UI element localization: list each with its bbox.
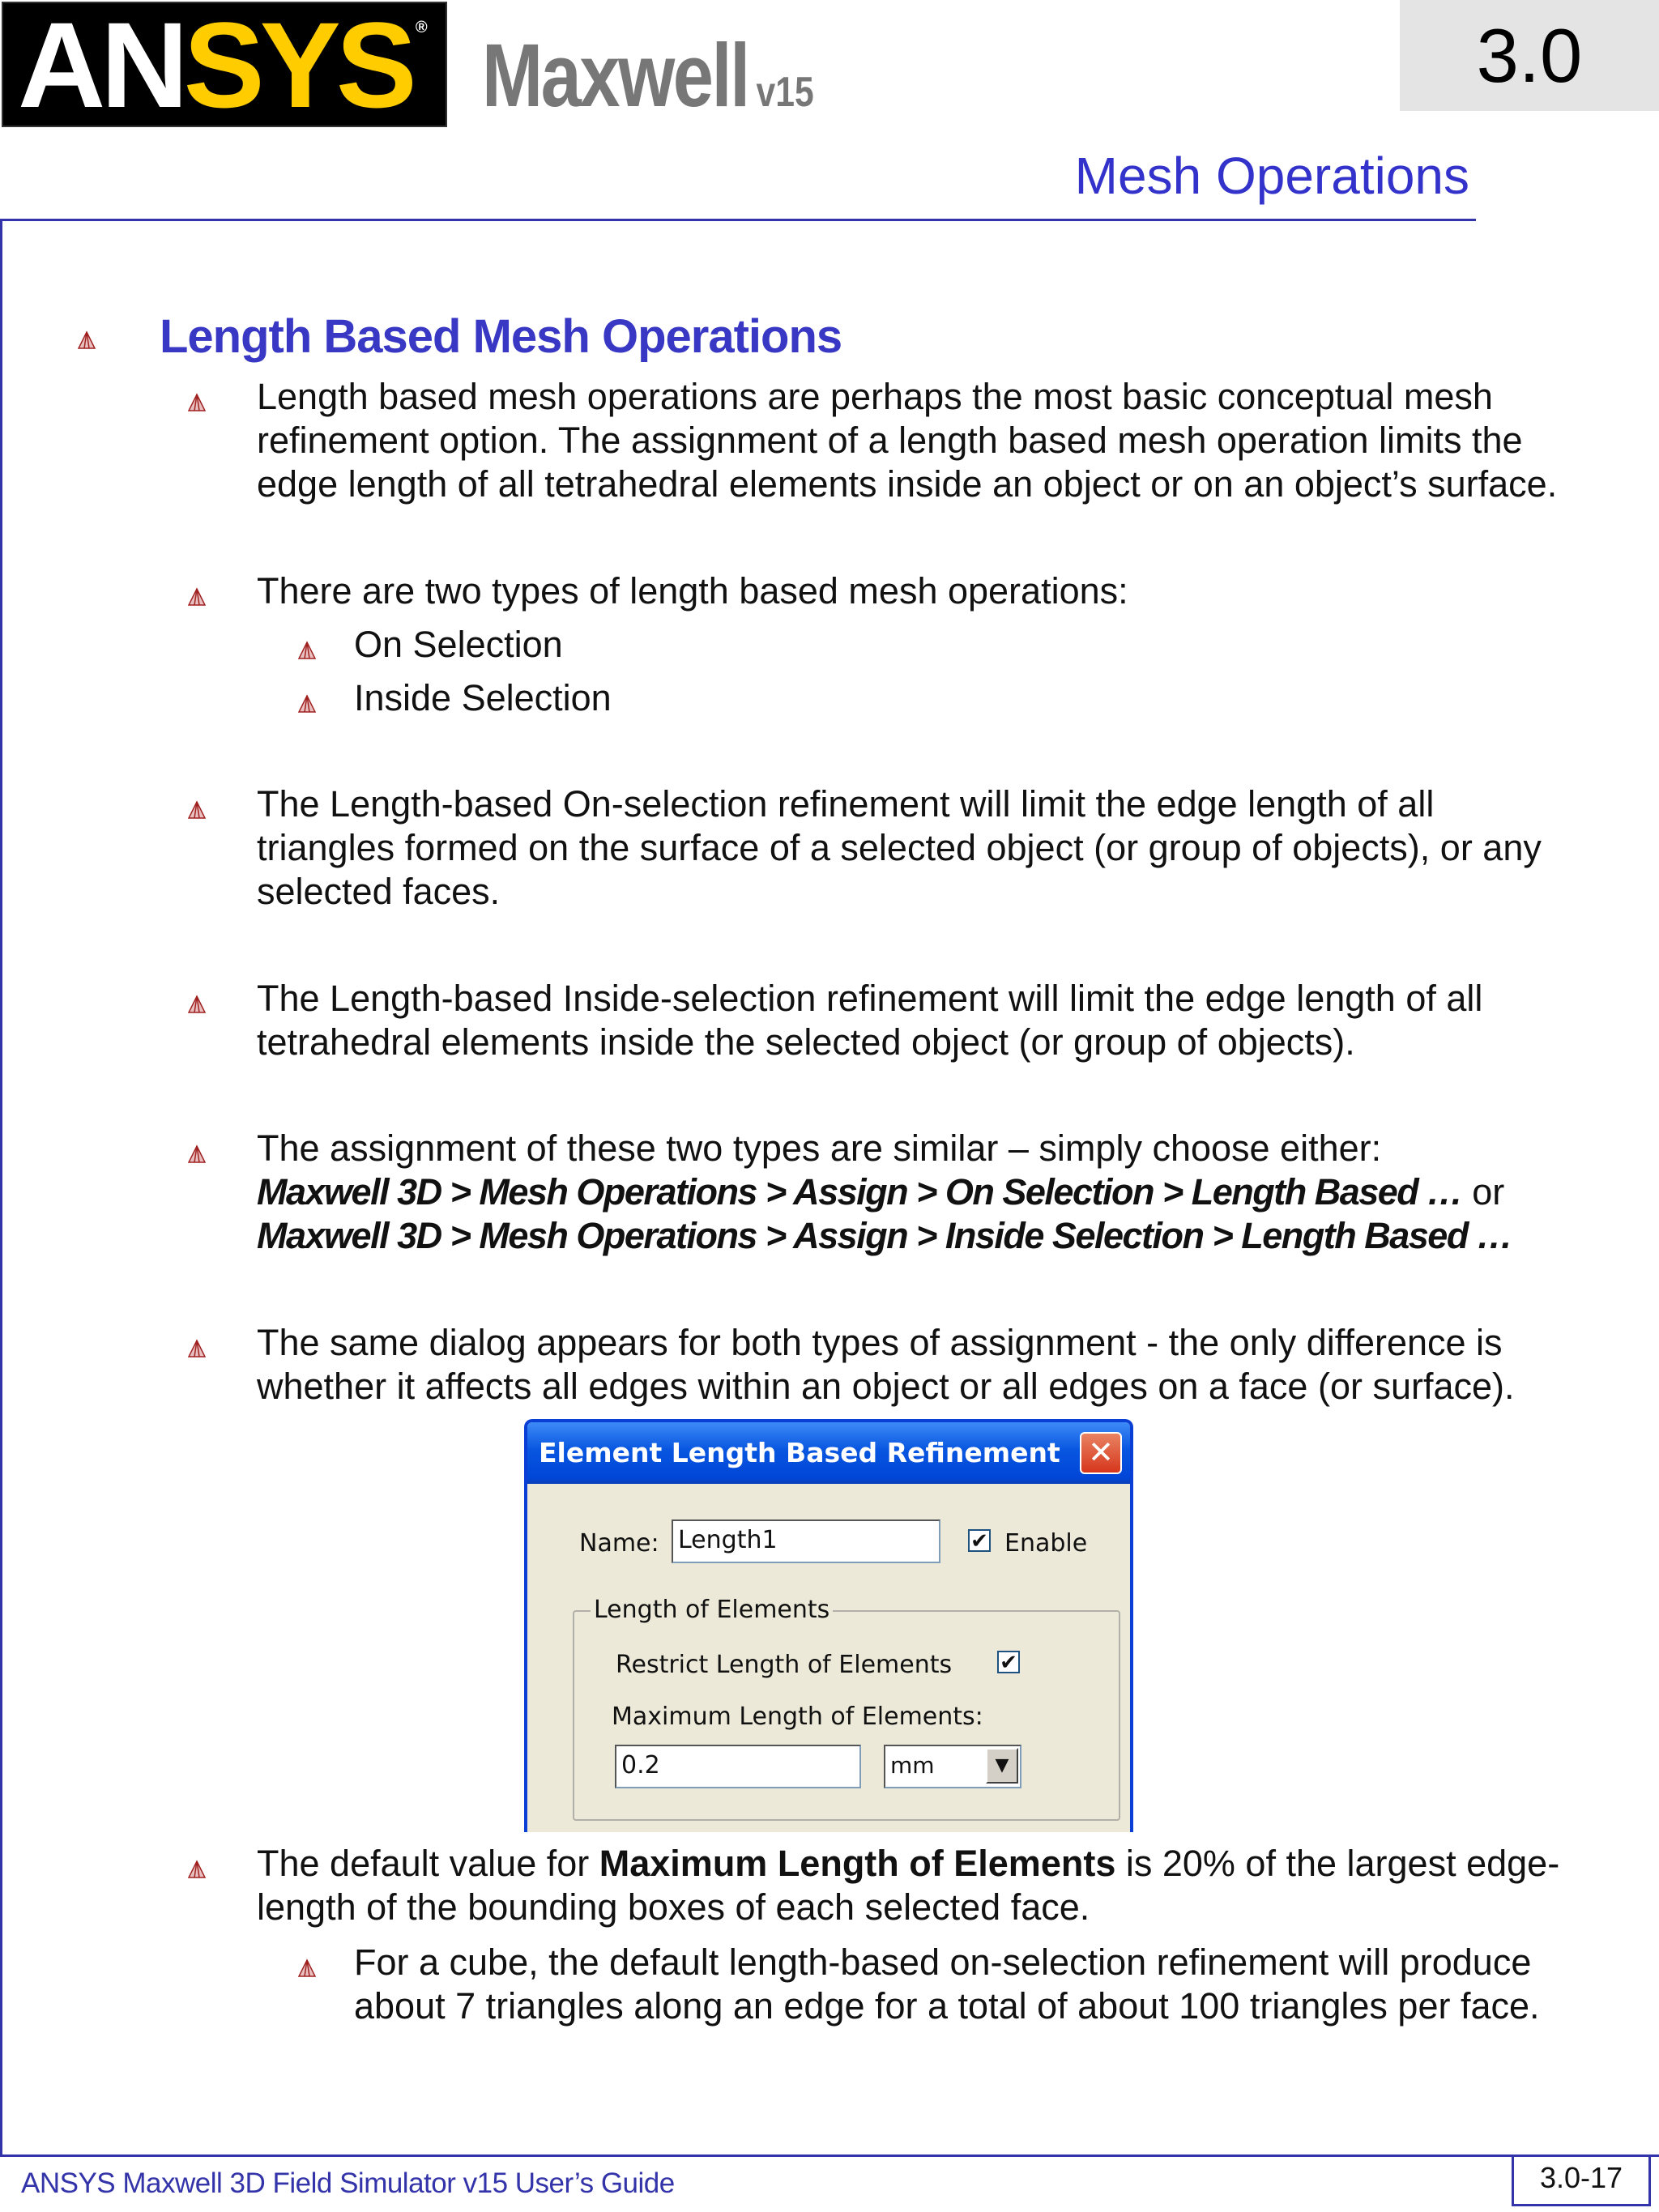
main-heading: Length Based Mesh Operations: [160, 310, 842, 363]
pyramid-bullet-icon: [188, 393, 206, 412]
name-label: Name:: [579, 1529, 659, 1558]
product-name: [482, 24, 814, 127]
logo-text-white: AN: [18, 0, 184, 133]
text-line: about 7 triangles along an edge for a total of about 100 triangles per face.: [354, 1985, 1540, 2027]
restrict-checkbox[interactable]: ✔: [997, 1651, 1020, 1673]
product-version: v15: [756, 69, 814, 116]
or-text: or: [1461, 1171, 1505, 1213]
text-prefix: The default value for: [257, 1843, 599, 1884]
dialog-title: Element Length Based Refinement: [527, 1422, 1130, 1484]
pyramid-bullet-icon: [188, 995, 206, 1014]
text-line: refinement option. The assignment of a length based mesh operation limits the: [257, 420, 1523, 461]
logo-text-yellow: SYS: [183, 0, 412, 133]
text-line: whether it affects all edges within an object or all edges on a face (or surface).: [257, 1366, 1515, 1407]
text-line: selected faces.: [257, 871, 501, 912]
text-line: Length based mesh operations are perhaps the most basic conceptual mesh: [257, 376, 1493, 417]
text-line: The Length-based Inside-selection refinement will limit the edge length of all: [257, 978, 1483, 1019]
list-item-on-selection: On Selection: [354, 624, 563, 665]
pyramid-bullet-icon: [78, 330, 96, 350]
text-line: The Length-based On-selection refinement will limit the edge length of all: [257, 783, 1435, 825]
unit-select[interactable]: [884, 1745, 1021, 1788]
pyramid-bullet-icon: [188, 800, 206, 820]
element-length-dialog: [524, 1419, 1133, 1832]
text-suffix: is 20% of the largest edge-: [1115, 1843, 1560, 1884]
pyramid-bullet-icon: [188, 1144, 206, 1164]
max-length-term: Maximum Length of Elements: [599, 1843, 1116, 1884]
paragraph-assignment: [257, 1127, 1512, 1258]
max-length-label: Maximum Length of Elements:: [612, 1703, 983, 1731]
ansys-logo: [2, 0, 447, 133]
max-length-input[interactable]: 0.2: [615, 1745, 861, 1788]
group-label: Length of Elements: [591, 1596, 833, 1624]
pyramid-bullet-icon: [188, 1860, 206, 1879]
footer-guide-title: ANSYS Maxwell 3D Field Simulator v15 User’s Guide: [21, 2167, 675, 2199]
section-title: Mesh Operations: [1074, 147, 1469, 205]
text-line: The same dialog appears for both types of assignment - the only difference is: [257, 1322, 1503, 1363]
menu-path-inside-selection: Maxwell 3D > Mesh Operations > Assign > Inside Selection > Length Based …: [257, 1215, 1512, 1256]
pyramid-bullet-icon: [298, 1958, 316, 1978]
paragraph-cube-example: [354, 1941, 1540, 2028]
text-line: [257, 1170, 1512, 1214]
paragraph-default-value: [257, 1842, 1559, 1929]
chevron-down-icon[interactable]: ▼: [986, 1748, 1018, 1784]
pyramid-bullet-icon: [298, 641, 316, 660]
registered-mark: ®: [415, 19, 428, 36]
unit-value: mm: [890, 1752, 935, 1779]
paragraph-same-dialog: [257, 1321, 1515, 1409]
name-input[interactable]: Length1: [672, 1519, 940, 1563]
text-line: length of the bounding boxes of each selected face.: [257, 1886, 1090, 1928]
list-item-inside-selection: Inside Selection: [354, 677, 612, 718]
pyramid-bullet-icon: [188, 587, 206, 607]
footer-divider: [0, 2154, 1659, 2157]
paragraph-on-selection: [257, 782, 1542, 914]
text-line: triangles formed on the surface of a selected object (or group of objects), or any: [257, 827, 1542, 868]
enable-label: Enable: [1004, 1529, 1088, 1558]
text-line: For a cube, the default length-based on-selection refinement will produce: [354, 1941, 1532, 1983]
restrict-label: Restrict Length of Elements: [616, 1651, 953, 1679]
chapter-number: 3.0: [1400, 0, 1659, 111]
menu-path-on-selection: Maxwell 3D > Mesh Operations > Assign > On Selection > Length Based …: [257, 1171, 1462, 1213]
text-line: edge length of all tetrahedral elements inside an object or on an object’s surface.: [257, 463, 1558, 505]
text-line: The assignment of these two types are similar – simply choose either:: [257, 1127, 1382, 1169]
header-divider: [0, 219, 1476, 221]
page-number: 3.0-17: [1512, 2154, 1651, 2206]
paragraph-types: There are two types of length based mesh operations:: [257, 570, 1128, 612]
paragraph-length-intro: [257, 375, 1557, 506]
pyramid-bullet-icon: [188, 1339, 206, 1358]
paragraph-inside-selection: [257, 977, 1482, 1064]
pyramid-bullet-icon: [298, 694, 316, 714]
close-icon[interactable]: ✕: [1080, 1432, 1122, 1474]
text-line: tetrahedral elements inside the selected object (or group of objects).: [257, 1021, 1355, 1063]
left-border: [0, 219, 2, 2156]
enable-checkbox[interactable]: ✔: [968, 1529, 991, 1552]
text-line: [257, 1842, 1559, 1886]
product-title: Maxwell: [482, 26, 748, 126]
